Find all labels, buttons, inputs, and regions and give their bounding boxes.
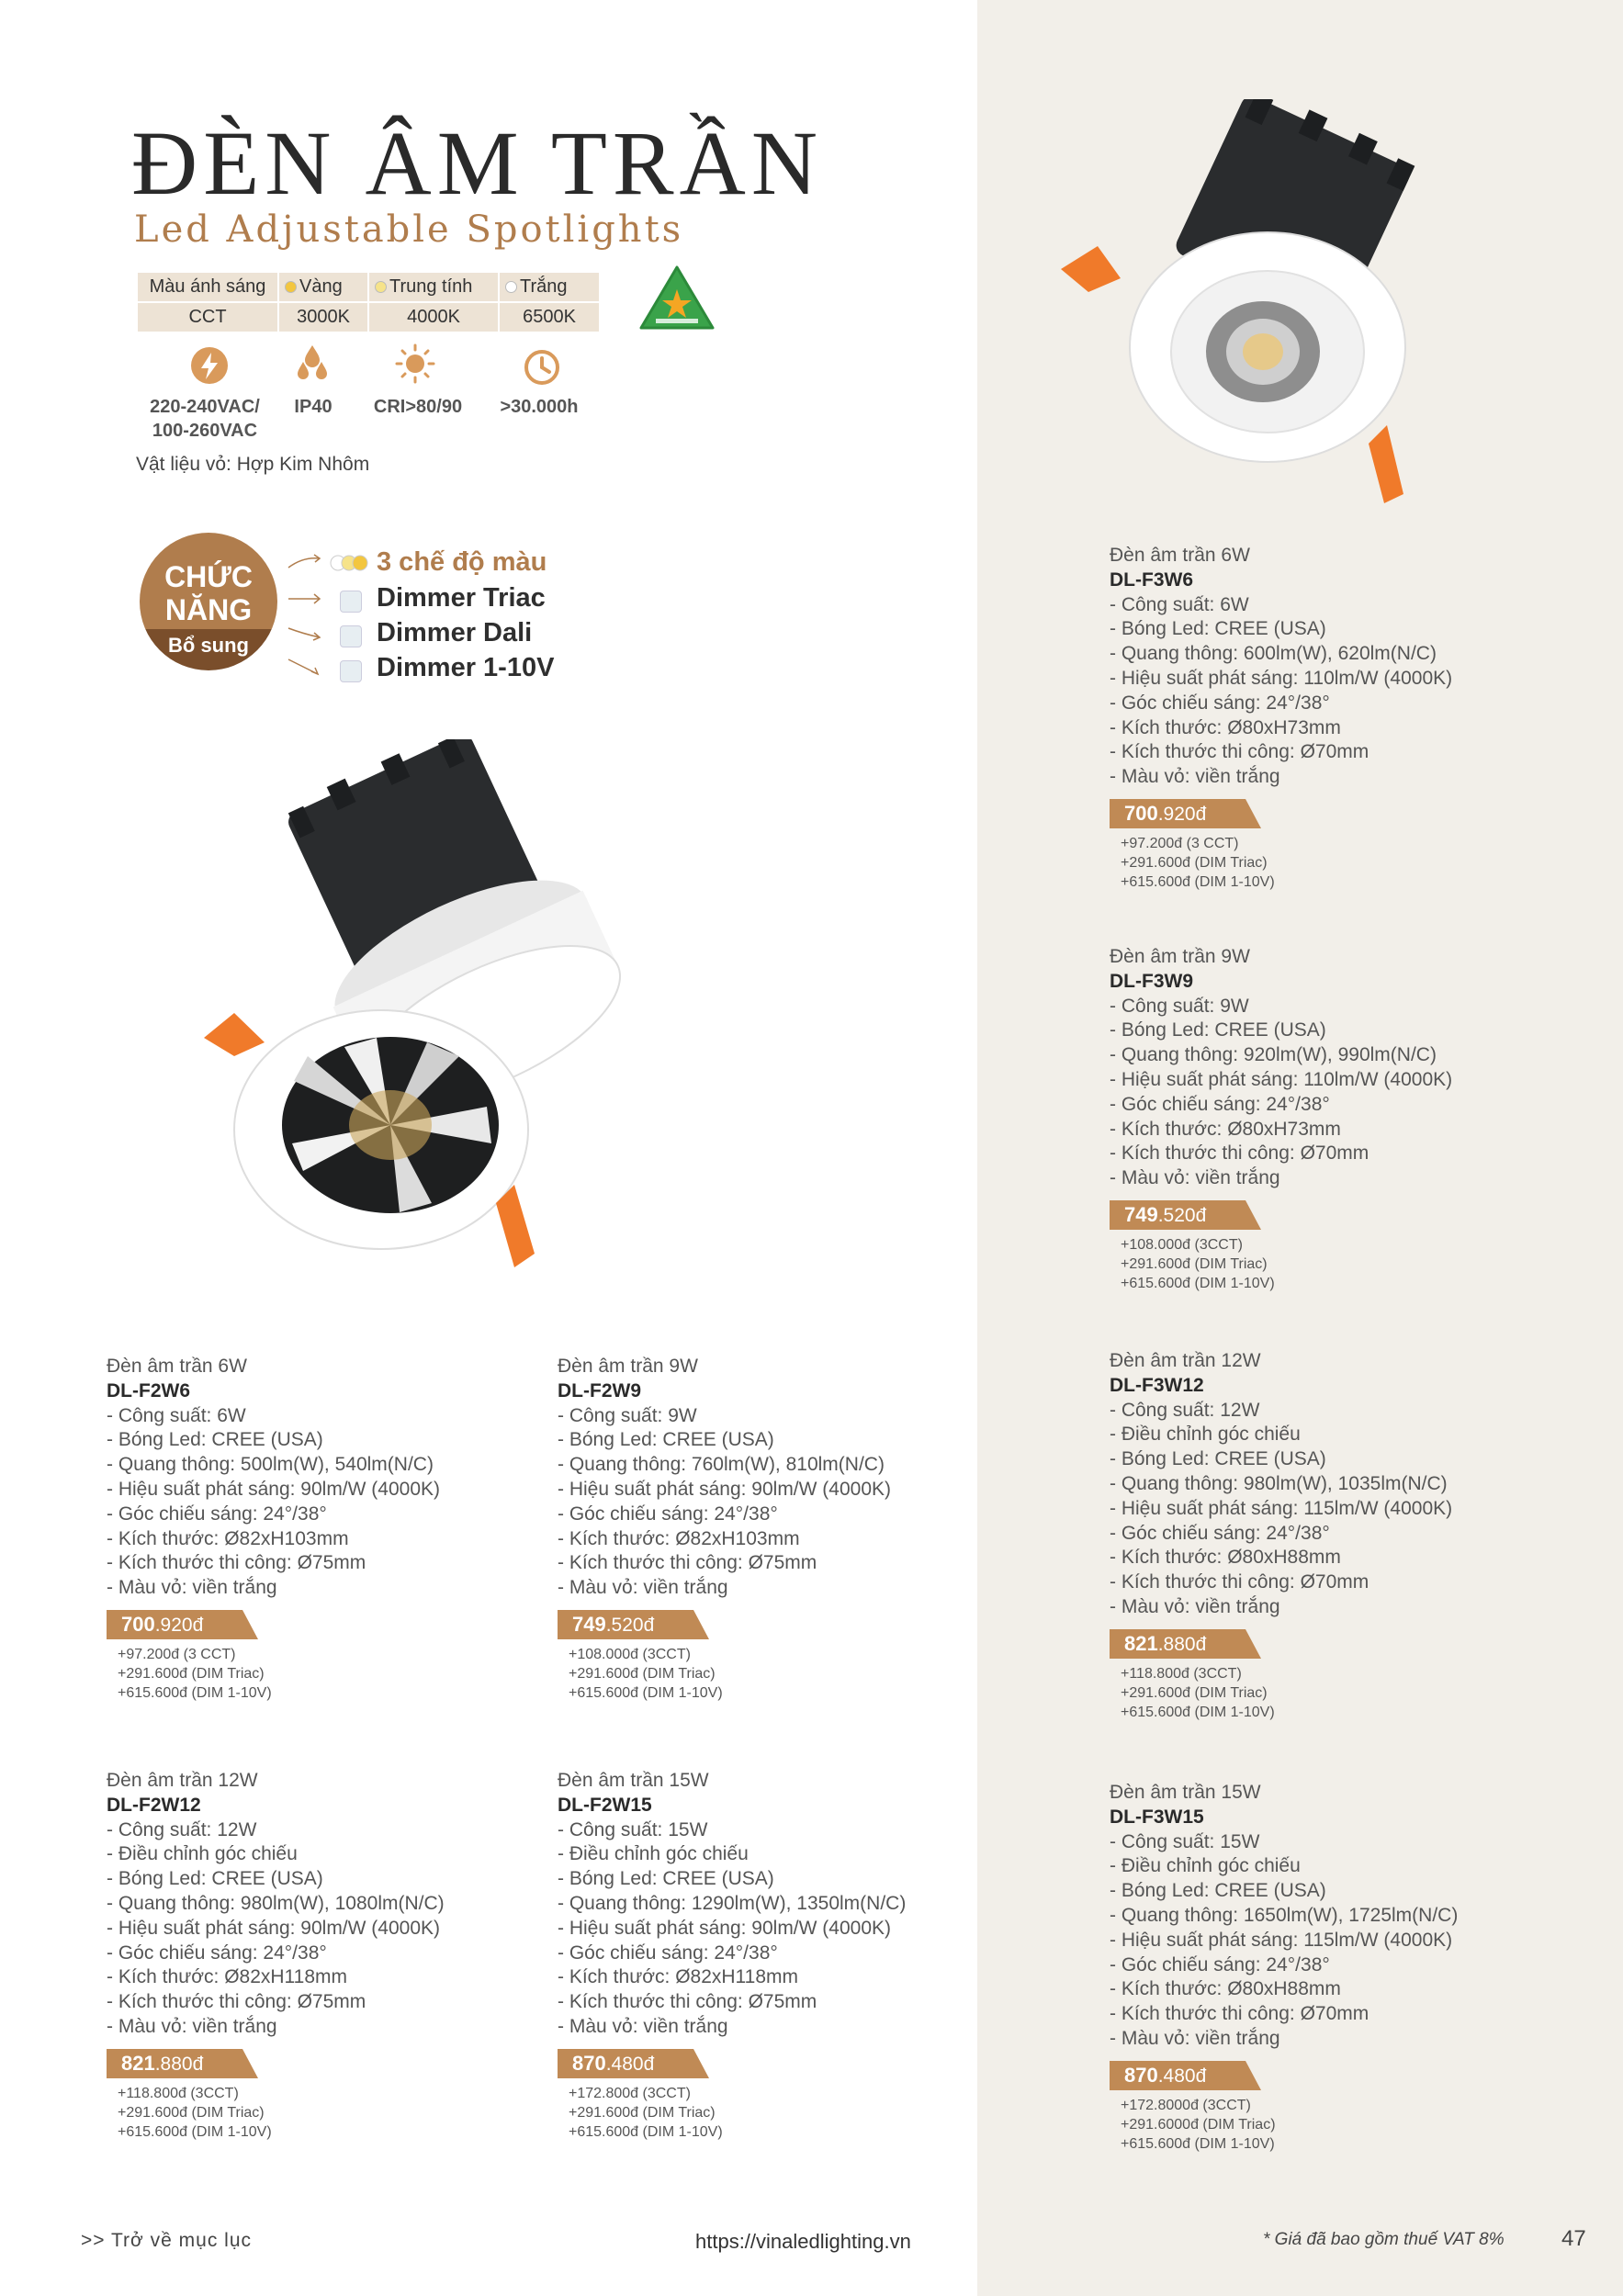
addon-line: +291.600đ (DIM Triac) (1121, 1255, 1268, 1272)
function-badge (140, 533, 277, 670)
addon-line: +118.800đ (3CCT) (118, 2085, 239, 2101)
product-title: Đèn âm trần 12W (107, 1770, 258, 1791)
spec-line: - Màu vỏ: viền trắng (107, 1577, 277, 1599)
page-subtitle: Led Adjustable Spotlights (134, 208, 684, 251)
spec-line: - Bóng Led: CREE (USA) (1110, 1019, 1326, 1041)
product-title: Đèn âm trần 9W (1110, 946, 1250, 967)
feature-dimmer-1-10v: Dimmer 1-10V (377, 653, 555, 682)
spec-line: - Kích thước thi công: Ø75mm (107, 1991, 366, 2013)
table-cell-warm: Vàng (299, 276, 343, 297)
spotlight-product-image (1056, 99, 1433, 512)
addon-line: +615.600đ (DIM 1-10V) (1121, 1275, 1275, 1291)
neutral-dot-icon (375, 281, 387, 293)
product-title: Đèn âm trần 9W (558, 1356, 698, 1377)
spec-line: - Bóng Led: CREE (USA) (1110, 1448, 1326, 1470)
spec-line: - Góc chiếu sáng: 24°/38° (107, 1941, 327, 1964)
website-link[interactable]: https://vinaledlighting.vn (695, 2230, 911, 2253)
price-rest: .520đ (1157, 1204, 1207, 1226)
spec-line: - Công suất: 9W (558, 1404, 697, 1426)
product-code: DL-F2W9 (558, 1379, 641, 1401)
spec-line: - Hiệu suất phát sáng: 90lm/W (4000K) (558, 1478, 892, 1500)
addon-line: +615.600đ (DIM 1-10V) (1121, 1704, 1275, 1720)
price-tag (1110, 1200, 1261, 1230)
spec-line: - Bóng Led: CREE (USA) (1110, 618, 1326, 640)
spec-line: - Màu vỏ: viền trắng (558, 1577, 728, 1599)
product-card-dl-f2w12 (107, 1769, 445, 2142)
table-cell-3000k: 3000K (278, 302, 368, 332)
product-code: DL-F2W6 (107, 1379, 190, 1401)
product-card-dl-f3w12 (1110, 1349, 1452, 1722)
product-code: DL-F3W9 (1110, 970, 1193, 992)
addon-line: +291.600đ (DIM Triac) (118, 1665, 265, 1682)
spec-line: - Kích thước thi công: Ø75mm (558, 1552, 817, 1574)
price-rest: .480đ (1157, 2065, 1207, 2087)
price-tag (558, 1610, 709, 1639)
addon-line: +291.600đ (DIM Triac) (1121, 1684, 1268, 1701)
addon-line: +118.800đ (3CCT) (1121, 1665, 1242, 1682)
spec-line: - Góc chiếu sáng: 24°/38° (107, 1503, 327, 1525)
spec-line: - Kích thước thi công: Ø70mm (1110, 741, 1369, 763)
spec-line: - Điều chỉnh góc chiếu (1110, 1855, 1301, 1877)
three-color-dots-icon (329, 554, 371, 572)
spec-line: - Kích thước: Ø82xH103mm (558, 1527, 800, 1549)
spec-line: - Bóng Led: CREE (USA) (107, 1429, 323, 1451)
spec-voltage-label: 220-240VAC/ 100-260VAC (150, 397, 260, 441)
price-main: 821 (121, 2051, 155, 2075)
spec-line: - Kích thước: Ø82xH118mm (107, 1966, 348, 1988)
product-code: DL-F3W12 (1110, 1374, 1204, 1396)
addon-line: +291.600đ (DIM Triac) (569, 2104, 716, 2121)
addon-line: +615.600đ (DIM 1-10V) (1121, 873, 1275, 890)
addon-line: +291.6000đ (DIM Triac) (1121, 2116, 1276, 2133)
spec-line: - Màu vỏ: viền trắng (1110, 1167, 1280, 1189)
spec-line: - Hiệu suất phát sáng: 115lm/W (4000K) (1110, 1497, 1453, 1519)
spec-line: - Quang thông: 600lm(W), 620lm(N/C) (1110, 643, 1437, 665)
price-rest: .920đ (154, 1614, 204, 1636)
price-tag (107, 1610, 258, 1639)
spec-line: - Quang thông: 920lm(W), 990lm(N/C) (1110, 1044, 1437, 1066)
back-to-contents-link[interactable]: >> Trở về mục lục (81, 2230, 252, 2251)
page-title: ĐÈN ÂM TRẦN (131, 112, 824, 214)
spec-line: - Góc chiếu sáng: 24°/38° (1110, 692, 1330, 714)
water-drops-icon (292, 343, 332, 384)
addon-line: +615.600đ (DIM 1-10V) (118, 2123, 272, 2140)
spec-line: - Màu vỏ: viền trắng (107, 2015, 277, 2037)
spec-line: - Bóng Led: CREE (USA) (558, 1868, 774, 1890)
spec-ip-label: IP40 (294, 397, 332, 417)
addon-line: +291.600đ (DIM Triac) (569, 1665, 716, 1682)
page-number: 47 (1561, 2226, 1586, 2251)
dimmer-1-10v-icon (340, 660, 362, 682)
price-tag (1110, 2061, 1261, 2090)
price-main: 870 (572, 2051, 606, 2075)
price-tag (1110, 799, 1261, 828)
price-tag (1110, 1629, 1261, 1659)
price-main: 700 (1124, 801, 1158, 825)
arrow-icon (287, 658, 323, 676)
spec-line: - Kích thước thi công: Ø70mm (1110, 1571, 1369, 1593)
price-rest: .880đ (154, 2053, 204, 2075)
spec-line: - Quang thông: 980lm(W), 1080lm(N/C) (107, 1892, 445, 1914)
table-cell-4000k: 4000K (368, 302, 499, 332)
spec-line: - Kích thước: Ø80xH88mm (1110, 1547, 1341, 1569)
spec-line: - Công suất: 9W (1110, 995, 1249, 1017)
spec-line: - Quang thông: 1650lm(W), 1725lm(N/C) (1110, 1904, 1459, 1926)
arrow-icon (287, 590, 323, 608)
table-header-light-color: Màu ánh sáng (138, 273, 278, 302)
dimmer-triac-icon (340, 591, 362, 613)
spec-line: - Kích thước: Ø80xH73mm (1110, 716, 1341, 738)
price-rest: .480đ (605, 2053, 655, 2075)
feature-3-color: 3 chế độ màu (377, 547, 547, 577)
spec-line: - Bóng Led: CREE (USA) (558, 1429, 774, 1451)
table-cell-cct: CCT (138, 302, 278, 332)
spec-cri-label: CRI>80/90 (373, 397, 463, 417)
vat-note: * Giá đã bao gồm thuế VAT 8% (1263, 2230, 1505, 2249)
material-text: Vật liệu vỏ: Hợp Kim Nhôm (136, 454, 370, 475)
price-main: 700 (121, 1612, 155, 1636)
sun-icon (395, 343, 435, 384)
spec-line: - Công suất: 12W (107, 1818, 257, 1840)
addon-line: +615.600đ (DIM 1-10V) (1121, 2135, 1275, 2152)
product-title: Đèn âm trần 6W (1110, 545, 1250, 566)
arrow-icon (287, 553, 323, 571)
addon-line: +108.000đ (3CCT) (1121, 1236, 1243, 1253)
spec-line: - Công suất: 15W (558, 1818, 708, 1840)
spec-line: - Màu vỏ: viền trắng (1110, 766, 1280, 788)
addon-line: +172.800đ (3CCT) (569, 2085, 691, 2101)
clock-icon (522, 347, 562, 388)
spec-line: - Hiệu suất phát sáng: 115lm/W (4000K) (1110, 1929, 1453, 1951)
spec-line: - Góc chiếu sáng: 24°/38° (1110, 1093, 1330, 1115)
yellow-dot-icon (285, 281, 297, 293)
addon-line: +97.200đ (3 CCT) (118, 1646, 236, 1662)
product-card-dl-f2w15 (558, 1769, 906, 2142)
addon-line: +615.600đ (DIM 1-10V) (569, 1684, 723, 1701)
feature-dimmer-dali: Dimmer Dali (377, 618, 533, 647)
function-line-1: CHỨC (164, 560, 253, 593)
price-tag (107, 2049, 258, 2078)
price-main: 749 (1124, 1202, 1158, 1226)
price-main: 870 (1124, 2063, 1158, 2087)
function-line-3: Bổ sung (168, 634, 249, 657)
lightning-icon (189, 345, 230, 386)
product-card-dl-f3w6 (1110, 544, 1452, 892)
spec-line: - Hiệu suất phát sáng: 110lm/W (4000K) (1110, 667, 1453, 689)
spec-line: - Góc chiếu sáng: 24°/38° (1110, 1522, 1330, 1544)
spec-line: - Màu vỏ: viền trắng (1110, 2027, 1280, 2049)
spec-line: - Quang thông: 500lm(W), 540lm(N/C) (107, 1454, 434, 1476)
product-title: Đèn âm trần 15W (1110, 1782, 1261, 1803)
spec-line: - Bóng Led: CREE (USA) (107, 1868, 323, 1890)
product-code: DL-F3W6 (1110, 568, 1193, 591)
spec-line: - Quang thông: 760lm(W), 810lm(N/C) (558, 1454, 885, 1476)
spec-line: - Hiệu suất phát sáng: 90lm/W (4000K) (107, 1917, 441, 1939)
spec-line: - Góc chiếu sáng: 24°/38° (558, 1503, 778, 1525)
spec-line: - Kích thước thi công: Ø75mm (107, 1552, 366, 1574)
spec-line: - Công suất: 6W (1110, 593, 1249, 615)
spec-line: - Kích thước: Ø82xH118mm (558, 1966, 799, 1988)
table-cell-neutral: Trung tính (389, 276, 473, 297)
product-title: Đèn âm trần 15W (558, 1770, 709, 1791)
addon-line: +172.8000đ (3CCT) (1121, 2097, 1251, 2113)
dimmer-dali-icon (340, 625, 362, 647)
product-card-dl-f2w9 (558, 1355, 891, 1703)
product-title: Đèn âm trần 6W (107, 1356, 247, 1377)
arrow-icon (287, 625, 323, 643)
product-title: Đèn âm trần 12W (1110, 1350, 1261, 1371)
color-temperature-table (138, 273, 601, 332)
spec-line: - Điều chỉnh góc chiếu (1110, 1424, 1301, 1446)
price-rest: .920đ (1157, 803, 1207, 825)
spec-line: - Kích thước thi công: Ø70mm (1110, 1142, 1369, 1165)
addon-line: +615.600đ (DIM 1-10V) (569, 2123, 723, 2140)
addon-line: +291.600đ (DIM Triac) (1121, 854, 1268, 871)
spec-line: - Góc chiếu sáng: 24°/38° (1110, 1953, 1330, 1975)
feature-dimmer-triac: Dimmer Triac (377, 583, 546, 613)
spec-line: - Công suất: 6W (107, 1404, 246, 1426)
table-cell-white: Trắng (520, 276, 568, 297)
spec-line: - Kích thước thi công: Ø75mm (558, 1991, 817, 2013)
spec-line: - Bóng Led: CREE (USA) (1110, 1880, 1326, 1902)
price-rest: .880đ (1157, 1633, 1207, 1655)
price-main: 821 (1124, 1631, 1158, 1655)
spec-line: - Hiệu suất phát sáng: 110lm/W (4000K) (1110, 1068, 1453, 1090)
spec-line: - Kích thước: Ø80xH88mm (1110, 1978, 1341, 2000)
spec-line: - Kích thước: Ø82xH103mm (107, 1527, 349, 1549)
addon-line: +615.600đ (DIM 1-10V) (118, 1684, 272, 1701)
spec-line: - Hiệu suất phát sáng: 90lm/W (4000K) (558, 1917, 892, 1939)
spec-line: - Hiệu suất phát sáng: 90lm/W (4000K) (107, 1478, 441, 1500)
spec-line: - Màu vỏ: viền trắng (1110, 1595, 1280, 1617)
product-card-dl-f3w15 (1110, 1781, 1458, 2154)
spec-line: - Kích thước thi công: Ø70mm (1110, 2003, 1369, 2025)
certification-badge-icon (639, 265, 715, 330)
price-main: 749 (572, 1612, 606, 1636)
spec-line: - Quang thông: 980lm(W), 1035lm(N/C) (1110, 1472, 1448, 1494)
price-tag (558, 2049, 709, 2078)
price-rest: .520đ (605, 1614, 655, 1636)
spec-line: - Công suất: 15W (1110, 1830, 1260, 1852)
spec-line: - Màu vỏ: viền trắng (558, 2015, 728, 2037)
product-card-dl-f3w9 (1110, 945, 1452, 1293)
table-cell-6500k: 6500K (499, 302, 600, 332)
spec-line: - Góc chiếu sáng: 24°/38° (558, 1941, 778, 1964)
product-code: DL-F2W15 (558, 1794, 652, 1816)
product-code: DL-F2W12 (107, 1794, 201, 1816)
spec-line: - Điều chỉnh góc chiếu (107, 1843, 298, 1865)
spec-line: - Công suất: 12W (1110, 1399, 1260, 1421)
spec-line: - Kích thước: Ø80xH73mm (1110, 1118, 1341, 1140)
spec-lifetime-label: >30.000h (500, 397, 579, 417)
white-dot-icon (505, 281, 517, 293)
addon-line: +291.600đ (DIM Triac) (118, 2104, 265, 2121)
spotlight-product-image (193, 739, 735, 1300)
addon-line: +108.000đ (3CCT) (569, 1646, 691, 1662)
spec-line: - Điều chỉnh góc chiếu (558, 1843, 749, 1865)
addon-line: +97.200đ (3 CCT) (1121, 835, 1239, 851)
spec-line: - Quang thông: 1290lm(W), 1350lm(N/C) (558, 1892, 907, 1914)
product-card-dl-f2w6 (107, 1355, 440, 1703)
product-code: DL-F3W15 (1110, 1806, 1204, 1828)
function-line-2: NĂNG (164, 593, 253, 626)
